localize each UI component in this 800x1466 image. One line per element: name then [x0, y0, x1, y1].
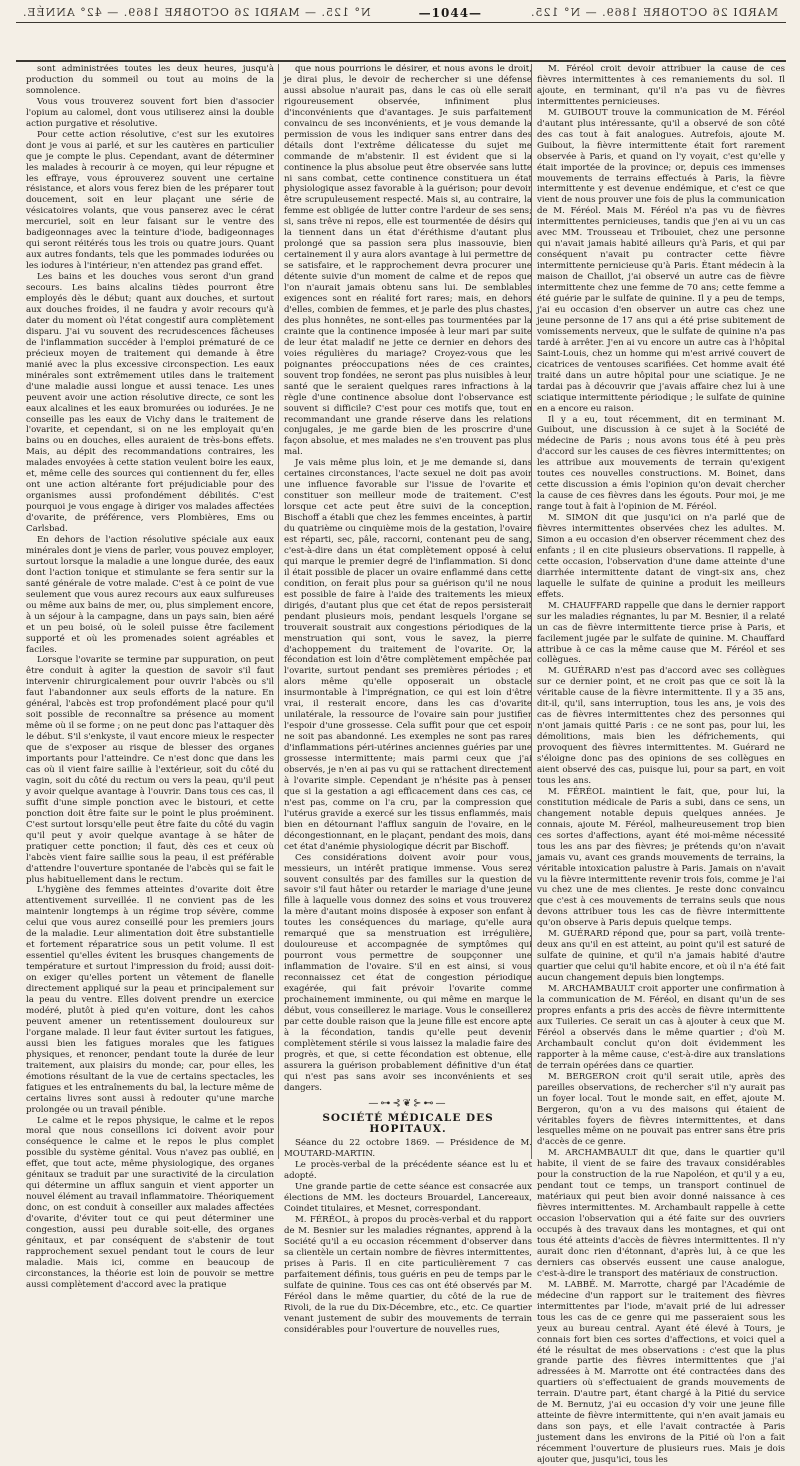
- paragraph: Il y a eu, tout récemment, dit en terminant M. Guibout, une discussion à ce sujet à la Société de médecine de Paris ; nous avons tous été à peu près d'accord sur les causes de ces fièvres intermittentes; on les attribue aux mouvements de terrain qu'exigent toutes ces nouvelles constructions. M. Boinet, dans cette discussion a émis l'opinion qu'on devait chercher la cause de ces fièvres dans les égouts. Pour moi, je me range tout à fait à l'opinion de M. Féréol.: [537, 414, 785, 513]
- paragraph: Je vais même plus loin, et je me demande si, dans certaines circonstances, l'acte sexuel ne doit pas avoir une influence favorable sur l'issue de l'ovarite et constituer son meilleur mode de traitement. C'est lorsque cet acte peut être suivi de la conception. Bischoff a établi que chez les femmes enceintes, à partir du quatrième ou cinquième mois de la gestation, l'ovaire est réparti, sec, pâle, raccorni, contenant peu de sang, c'est-à-dire dans un état complètement opposé à celui qui marque le premier degré de l'inflammation. Si donc il était possible de placer un ovaire enflammé dans cette condition, on ferait plus pour sa guérison qu'il ne nous est possible de faire à l'aide des traitements les mieux dirigés, d'autant plus que cet état de repos persisterait pendant plusieurs mois, pendant lesquels l'organe se trouverait soustrait aux congestions périodiques de la menstruation qui sont, vous le savez, la pierre d'achoppement du traitement de l'ovarite. Or, la fécondation est loin d'être complètement empêchée par l'ovarite, surtout pendant ses premières périodes ; et alors même qu'elle opposerait un obstacle insurmontable à l'imprégnation, ce qui est loin d'être vrai, il resterait encore, dans les cas d'ovarite unilatérale, la ressource de l'ovaire sain pour justifier l'espoir d'une grossesse. Cela suffit pour que cet espoir ne soit pas abandonné. Les exemples ne sont pas rares d'inflammations péri-utérines anciennes guéries par une grossesse intermittente; mais parmi ceux que j'ai observés, je n'en ai pas vu qui se rattachent directement à l'ovarite simple. Cependant je n'hésite pas à penser que si la gestation a agi efficacement dans ces cas, ce n'est pas, comme on l'a cru, par la compression que l'utérus gravide a exercé sur les tissus enflammés, mais bien en détournant l'afflux sanguin de l'ovaire, en le décongestionnant, en le plaçant, pendant des mois, dans cet état d'anémie physiologique décrit par Bischoff.: [284, 458, 532, 852]
- header-rule: [16, 22, 786, 23]
- paragraph: Le calme et le repos physique, le calme et le repos moral que nous conseillons ici doivent avoir pour conséquence le calme et le repos le plus complet possible du système génital. Vous n'avez pas oublié, en effet, que tout acte, même physiologique, des organes génitaux se traduit par une suractivité de la circulation qui détermine un afflux sanguin et vient apporter un nouvel élément au travail inflammatoire. Théoriquement donc, on est conduit à conseiller aux malades affectées d'ovarite, d'éviter tout ce qui peut déterminer une congestion, aussi peu durable soit-elle, des organes génitaux, et par conséquent de s'abstenir de tout rapprochement sexuel pendant tout le cours de leur maladie. Mais ici, comme en beaucoup de circonstances, la théorie est loin de pouvoir se mettre aussi complètement d'accord avec la pratique: [26, 1115, 274, 1290]
- paragraph: M. GUÉRARD répond que, pour sa part, voilà trente-deux ans qu'il en est atteint, au point qu'il est saturé de sulfate de quinine, et qu'il n'a jamais habité d'autre quartier que celui qu'il habite encore, et où il n'a été fait aucun changement depuis bien longtemps.: [537, 929, 785, 984]
- paragraph: Les bains et les douches vous seront d'un grand secours. Les bains alcalins tièdes pourront être employés dès le début; quant aux douches, et surtout aux douches froides, il ne faudra y avoir recours qu'à dater du moment où l'état congestif aura complètement disparu. J'ai vu souvent des recrudescences fâcheuses de l'inflammation succéder à l'emploi prématuré de ce précieux moyen de traitement qui demande à être manié avec la plus excessive circonspection. Les eaux minérales sont extrêmement utiles dans le traitement d'une maladie aussi longue et aussi tenace. Les unes peuvent avoir une action résolutive directe, ce sont les eaux alcalines et les eaux bromurées ou iodurées. Je ne conseille pas les eaux de Vichy dans le traitement de l'ovarite, et cependant, si on ne les employait qu'en bains ou en douches, elles auraient de très-bons effets. Mais, au dépit des recommandations contraires, les malades envoyées à cette station veulent boire les eaux, et, même celle des sources qui contiennent du fer, elles ont une action altérante fort préjudiciable pour des organismes aussi profondément débilités. C'est pourquoi je vous engage à diriger vos malades affectées d'ovarite, de préférence, vers Plombières, Ems ou Carlsbad.: [26, 272, 274, 535]
- paragraph: Lorsque l'ovarite se termine par suppuration, on peut être conduit à agiter la question de savoir s'il faut intervenir chirurgicalement pour ouvrir l'abcès ou s'il faut l'abandonner aux seuls efforts de la nature. En général, l'abcès est trop profondément placé pour qu'il soit possible de reconnaître sa présence au moment même où il se forme ; on ne peut donc pas l'attaquer dès le début. S'il s'enkyste, il vaut encore mieux le respecter que de s'exposer au risque de blesser des organes importants pour l'atteindre. Ce n'est donc que dans les cas où il vient faire saillie à l'extérieur, soit du côté du vagin, soit du côté du rectum ou vers la peau, qu'il peut y avoir quelque avantage à l'ouvrir. Dans tous ces cas, il suffit d'une simple ponction avec le bistouri, et cette ponction doit être faite sur le point le plus proéminent. C'est surtout lorsqu'elle peut être faite du côté du vagin qu'il peut y avoir quelque avantage à se hâter de pratiquer cette ponction; il faut, dès ces et ceux où l'abcès vient faire saillie sous la peau, il est préférable d'attendre l'ouverture spontanée de l'abcès qui se fait le plus habituellement dans le rectum.: [26, 655, 274, 885]
- paragraph: que nous pourrions le désirer, et nous avons le droit, je dirai plus, le devoir de rechercher si une défense aussi absolue n'aurait pas, dans le cas où elle serait rigoureusement observée, infiniment plus d'inconvénients que d'avantages. Je suis parfaitement convaincu de ses inconvénients, et je vous demande la permission de vous les indiquer sans entrer dans des détails dont l'extrême délicatesse du sujet me commande de m'abstenir. Il est évident que si la continence la plus absolue peut être observée sans lutte ni sans combat, cette continence constituera un état physiologique assez favorable à la guérison; pour devoir être scrupuleusement respecté. Mais si, au contraire, la femme est obligée de lutter contre l'ardeur de ses sens; si, sans trêve ni repos, elle est tourmentée de désirs qui la tiennent dans un état d'éréthisme d'autant plus prolongé que sa passion sera plus inassouvie, bien certainement il y aura alors avantage à lui permettre de se satisfaire, et le rapprochement devra procurer une détente suivie d'un moment de calme et de repos que l'on n'aurait jamais obtenu sans lui. De semblables exigences sont en réalité fort rares; mais, en dehors d'elles, combien de femmes, et je parle des plus chastes, des plus honnêtes, ne sont-elles pas tourmentées par la crainte que la continence imposée à leur mari par suite de leur état maladif ne jette ce dernier en dehors des voies régulières du mariage? Croyez-vous que les poignantes préoccupations nées de ces craintes, souvent trop fondées, ne seront pas plus nuisibles à leur santé que le seraient quelques rares infractions à la règle d'une continence absolue dont l'observance est souvent si difficile? C'est pour ces motifs que, tout en recommandant une grande réserve dans les relations conjugales, je me garde bien de les proscrire d'une façon absolue, et mes malades ne s'en trouvent pas plus mal.: [284, 64, 532, 458]
- paragraph: sont administrées toutes les deux heures, jusqu'à production du sommeil ou tout au moins de la somnolence.: [26, 64, 274, 96]
- column-divider: [278, 64, 279, 1159]
- column-middle: [284, 64, 532, 1335]
- paragraph: Le procès-verbal de la précédente séance est lu et adopté.: [284, 1160, 532, 1182]
- header-left-bleedthrough: N° 125. — MARDI 26 OCTOBRE 1869. — 42° ANNÉE.: [22, 6, 371, 19]
- column-divider: [531, 64, 532, 1159]
- columns-top-rule: [16, 60, 786, 62]
- session-line: Séance du 22 octobre 1869. — Présidence de M. MOUTARD-MARTIN.: [284, 1138, 532, 1160]
- paragraph: M. CHAUFFARD rappelle que dans le dernier rapport sur les maladies régnantes, lu par M. Besnier, il a relaté un cas de fièvre intermittente tierce prise à Paris, et facilement jugée par le sulfate de quinine. M. Chauffard attribue à ce cas la même cause que M. Féréol et ses collègues.: [537, 600, 785, 666]
- paragraph: M. FÉRÉOL, à propos du procès-verbal et du rapport de M. Besnier sur les maladies régnantes, apprend à la Société qu'il a eu occasion récemment d'observer dans sa clientèle un certain nombre de fièvres intermittentes, prises à Paris. Il en cite particulièrement 7 cas parfaitement définis, tous guéris en peu de temps par le sulfate de quinine. Tous ces cas ont été observés par M. Féréol dans le même quartier, du côté de la rue de Rivoli, de la rue du Dix-Décembre, etc., etc. Ce quartier venant justement de subir des mouvements de terrain considérables pour l'ouverture de nouvelles rues,: [284, 1215, 532, 1335]
- paragraph: M. GUIBOUT trouve la communication de M. Féréol d'autant plus intéressante, qu'il a observé de son côté des cas tout à fait analogues. Autrefois, ajoute M. Guibout, la fièvre intermittente était fort rarement observée à Paris, et quand on l'y voyait, c'est qu'elle y était importée de la province; or, depuis ces immenses mouvements de terrains effectués à Paris, la fièvre intermittente y est devenue endémique, et c'est ce que vient de nous prouver une fois de plus la communication de M. Féréol. Mais M. Féréol n'a pas vu de fièvres intermittentes pernicieuses, tandis que j'en ai vu un cas avec MM. Trousseau et Tribouiet, chez une personne qui n'avait jamais habité ailleurs qu'à Paris, et qui par conséquent n'avait pu contracter cette fièvre intermittente pernicieuse qu'à Paris. Étant médecin à la maison de Chaillot, j'ai observé un autre cas de fièvre intermittente chez une femme de 70 ans; cette femme a été guérie par le sulfate de quinine. Il y a peu de temps, j'ai eu occasion d'en observer un autre cas chez une jeune personne de 17 ans qui a été prise subitement de vomissements nerveux, que le sulfate de quinine n'a pas tardé à arrêter. J'en ai vu encore un autre cas à l'hôpital Saint-Louis, chez un homme qui m'est arrivé couvert de cicatrices de ventouses scarifiées. Cet homme avait été traité dans un autre hôpital pour une sciatique. Je ne tardai pas à découvrir que j'avais affaire chez lui à une sciatique intermittente périodique ; le sulfate de quinine en a encore eu raison.: [537, 107, 785, 414]
- paragraph: M. BERGERON croit qu'il serait utile, après des pareilles observations, de rechercher s'il n'y aurait pas un foyer local. Tout le monde sait, en effet, ajoute M. Bergeron, qu'on a vu des maisons qui étaient de véritables foyers de fièvres intermittentes, et dans lesquelles même on ne pouvait pas entrer sans être pris d'accès de ce genre.: [537, 1071, 785, 1148]
- paragraph: M. GUÉRARD n'est pas d'accord avec ses collègues sur ce dernier point, et ne croit pas que ce soit là la véritable cause de la fièvre intermittente. Il y a 35 ans, dit-il, qu'il, sans interruption, tous les ans, je vois des cas de fièvres intermittentes chez des personnes qui n'ont jamais quitté Paris : ce ne sont pas, pour lui, les démolitions, mais bien les défrichements, qui provoquent des fièvres intermittentes. M. Guérard ne s'éloigne donc pas des opinions de ses collègues en aient observé des cas, puisque lui, pour sa part, en voit tous les ans.: [537, 666, 785, 786]
- paragraph: L'hygiène des femmes atteintes d'ovarite doit être attentivement surveillée. Il ne convient pas de les maintenir longtemps à un régime trop sévère, comme celui que vous aurez conseillé pour les premiers jours de la maladie. Leur alimentation doit être substantielle et fortement réparatrice sous un petit volume. Il est essentiel qu'elles évitent les brusques changements de température et surtout l'impression du froid; aussi doit-on exiger qu'elles portent un vêtement de flanelle directement appliqué sur la peau et principalement sur la peau du ventre. Elles doivent prendre un exercice modéré, plutôt à pied qu'en voiture, dont les cahos peuvent amener un retentissement douloureux sur l'organe malade. Il leur faut éviter surtout les fatigues, aussi bien les fatigues morales que les fatigues physiques, et renoncer, pendant toute la durée de leur traitement, aux plaisirs du monde; car, pour elles, les émotions résultant de la vue de certains spectacles, les fatigues et les entraînements du bal, la lecture même de certains livres sont aussi à redouter qu'une marche prolongée ou un travail pénible.: [26, 885, 274, 1115]
- paragraph: M. SIMON dit que jusqu'ici on n'a parlé que de fièvres intermittentes observées chez les adultes. M. Simon a eu occasion d'en observer récemment chez des enfants ; il en cite plusieurs observations. Il rappelle, à cette occasion, l'observation d'une dame atteinte d'une diarrhée intermittente datant de vingt-six ans, chez laquelle le sulfate de quinine a produit les meilleurs effets.: [537, 513, 785, 600]
- paragraph: Ces considérations doivent avoir pour vous, messieurs, un intérêt pratique immense. Vous serez souvent consultés par des familles sur la question de savoir s'il faut hâter ou retarder le mariage d'une jeune fille à laquelle vous donnez des soins et vous trouverez la mère d'autant moins disposée à exposer son enfant à toutes les conséquences du mariage, qu'elle aura remarqué que sa menstruation est irrégulière, douloureuse et accompagnée de symptômes qui pourront vous permettre de soupçonner une inflammation de l'ovaire. S'il en est ainsi, si vous reconnaissez cet état de congestion périodique exagérée, qui fait prévoir l'ovarite comme prochainement imminente, ou qui même en marque le début, vous conseillerez le mariage. Vous le conseillerez par cette double raison que la jeune fille est encore apte à la fécondation, tandis qu'elle peut devenir complètement stérile si vous laissez la maladie faire des progrès, et que, si cette fécondation est obtenue, elle assurera la guérison probablement définitive d'un état qui n'est pas sans avoir ses inconvénients et ses dangers.: [284, 852, 532, 1093]
- page-number: —1044—: [418, 6, 483, 20]
- column-right: [537, 64, 785, 1466]
- paragraph: M. ARCHAMBAULT dit que, dans le quartier qu'il habite, il vient de se faire des travaux considérables pour la construction de la rue Napoléon, et qu'il y a eu, pendant tout ce temps, un transport continuel de matériaux qui peut bien avoir donné naissance à ces fièvres intermittentes. M. Archambault rappelle à cette occasion l'observation qui a été faite sur des ouvriers occupés à des travaux dans les montagnes, et qui ont tous été atteints d'accès de fièvres intermittentes. Il n'y aurait donc rien d'étonnant, d'après lui, à ce que les derniers cas observés eussent une cause analogue, c'est-à-dire le transport des matériaux de construction.: [537, 1148, 785, 1279]
- paragraph: Une grande partie de cette séance est consacrée aux élections de MM. les docteurs Brouardel, Lancereaux, Coindet titulaires, et Mesnet, correspondant.: [284, 1182, 532, 1215]
- paragraph: M. ARCHAMBAULT croit apporter une confirmation à la communication de M. Féréol, en disant qu'un de ses propres enfants a pris des accès de fièvre intermittente aux Tuileries. Ce serait un cas à ajouter à ceux que M. Féréol a observés dans le même quartier ; d'où M. Archambault conclut qu'on doit évidemment les rapporter à la même cause, c'est-à-dire aux translations de terrain opérées dans ce quartier.: [537, 984, 785, 1071]
- paragraph: Pour cette action résolutive, c'est sur les exutoires dont je vous ai parlé, et sur les cautères en particulier que je compte le plus. Cependant, avant de déterminer les malades à recourir à ce moyen, qui leur répugne et les effraye, vous éprouverez souvent une certaine résistance, et alors vous ferez bien de les préparer tout doucement, soit en leur plaçant une série de vésicatoires volants, que vous panserez avec le cérat mercuriel, soit en leur faisant sur le ventre des badigeonnages avec la teinture d'iode, badigeonnages qui seront réitérés tous les trois ou quatre jours. Quant aux autres fondants, tels que les pommades iodurées ou les iodures à l'intérieur, n'en attendez pas grand effet.: [26, 129, 274, 272]
- header-right-bleedthrough: MARDI 26 OCTOBRE 1869. — N° 125.: [530, 6, 778, 19]
- column-left: [26, 64, 274, 1290]
- section-title: SOCIÉTÉ MÉDICALE DES HOPITAUX.: [322, 1111, 494, 1135]
- paragraph: M. FÉRÉOL maintient le fait, que, pour lui, la constitution médicale de Paris a subi, dans ce sens, un changement notable depuis quelques années. Je connais, ajoute M. Féréol, malheureusement trop bien ces sortes d'affections, ayant été moi-même nécessité tous les ans par des fièvres; je prétends qu'on n'avait jamais vu, avant ces grands mouvements de terrains, la véritable intoxication palustre à Paris. Jamais on n'avait vu la fièvre intermittente revenir trois fois, comme je l'ai vu chez une de mes clientes. Je reste donc convaincu que c'est à ces mouvements de terrains seuls que nous devons attribuer tous les cas de fièvre intermittente qu'on observe à Paris depuis quelque temps.: [537, 786, 785, 929]
- paragraph: M. LABBÉ. M. Marrotte, chargé par l'Académie de médecine d'un rapport sur le traitement des fièvres intermittentes par l'iode, m'avait prié de lui adresser tous les cas de ce genre qui me passeraient sous les yeux au bureau central. Ayant été élevé à Tours, je connais fort bien ces sortes d'affections, et voici quel a été le résultat de mes observations : c'est que la plus grande partie des fièvres intermittentes que j'ai adressées à M. Marrotte ont été contractées dans des quartiers où s'effectuaient de grands mouvements de terrain. D'autre part, étant chargé à la Pitié du service de M. Bernutz, j'ai eu occasion d'y voir une jeune fille atteinte de fièvre intermittente, qui n'en avait jamais eu dans son pays, et elle l'avait contractée à Paris justement dans les environs de la Pitié où l'on a fait récemment l'ouverture de plusieurs rues. Mais je dois ajouter que, jusqu'ici, tous les: [537, 1279, 785, 1466]
- paragraph: M. Féréol croit devoir attribuer la cause de ces fièvres intermittentes à ces remaniements du sol. Il ajoute, en terminant, qu'il n'a pas vu de fièvres intermittentes pernicieuses.: [537, 64, 785, 107]
- paragraph: Vous vous trouverez souvent fort bien d'associer l'opium au calomel, dont vous utiliserez ainsi la double action purgative et résolutive.: [26, 96, 274, 129]
- page-header: [0, 0, 800, 50]
- section-ornament: —⊶⊰❦⊱⊷—: [368, 1097, 448, 1109]
- paragraph: En dehors de l'action résolutive spéciale aux eaux minérales dont je viens de parler, vous pouvez employer, surtout lorsque la maladie a une longue durée, des eaux dont l'action tonique et stimulante se fera sentir sur la santé générale de votre malade. C'est à ce point de vue seulement que vous aurez recours aux eaux sulfureuses ou même aux bains de mer, ou, plus simplement encore, à un séjour à la campagne, dans un pays sain, bien aéré et un peu boisé, où le soleil puisse être facilement supporté et où les promenades soient agréables et faciles.: [26, 534, 274, 655]
